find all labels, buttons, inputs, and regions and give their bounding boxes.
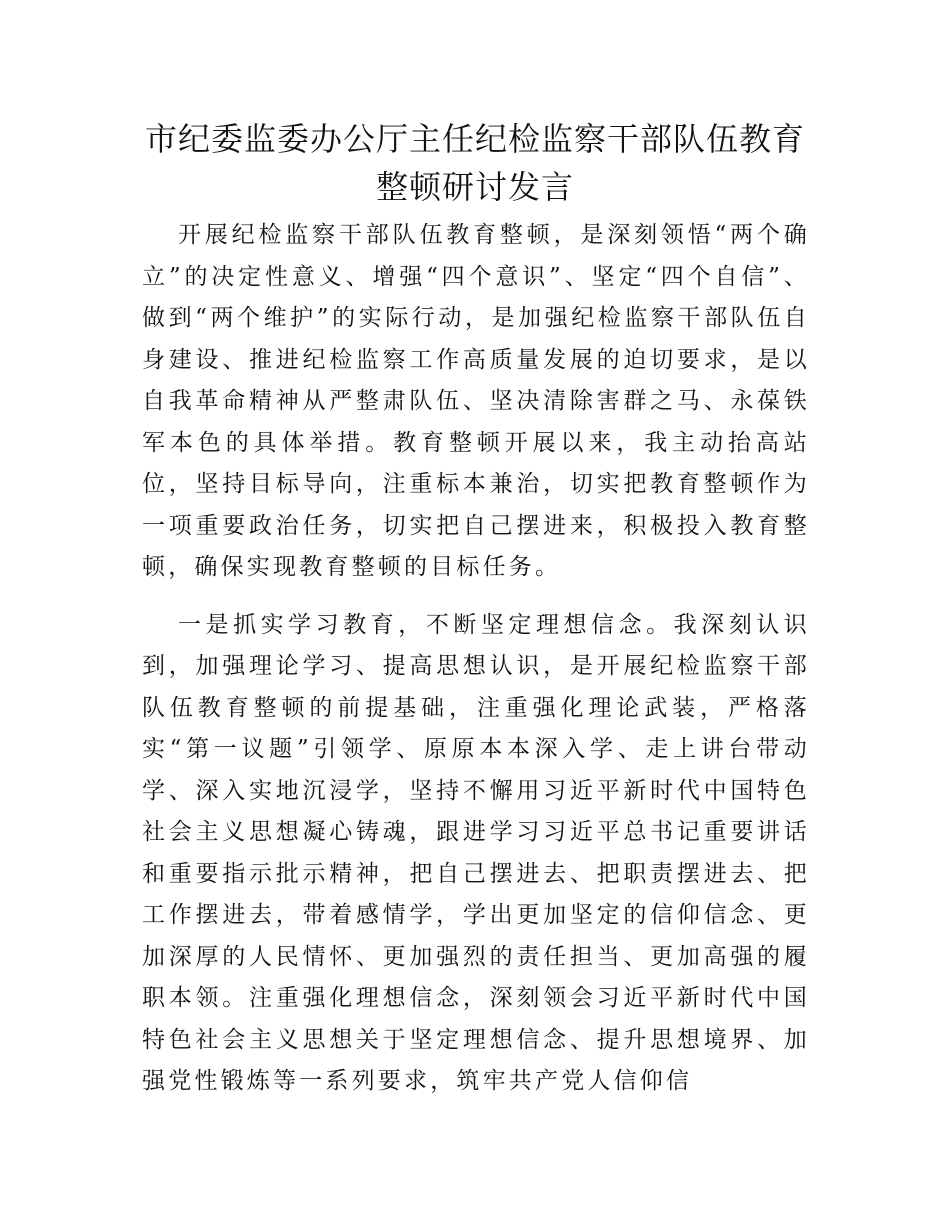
document-title [100,115,850,211]
paragraph-intro: 开展纪检监察干部队伍教育整顿，是深刻领悟“两个确立”的决定性意义、增强“四个意识”、坚定“四个自信”、做到“两个维护”的实际行动，是加强纪检监察干部队伍自身建设、推进纪检监察工作高质量发展的迫切要求，是以自我革命精神从严整肃队伍、坚决清除害群之马、永葆铁军本色的具体举措。教育整顿开展以来，我主动抬高站位，坚持目标导向，注重标本兼治，切实把教育整顿作为一项重要政治任务，切实把自己摆进来，积极投入教育整顿，确保实现教育整顿的目标任务。 [142,222,810,580]
paragraph-study-education: 一是抓实学习教育，不断坚定理想信念。我深刻认识到，加强理论学习、提高思想认识，是开展纪检监察干部队伍教育整顿的前提基础，注重强化理论武装，严格落实“第一议题”引领学、原原本本深入学、走上讲台带动学、深入实地沉浸学，坚持不懈用习近平新时代中国特色社会主义思想凝心铸魂，跟进学习习近平总书记重要讲话和重要指示批示精神，把自己摆进去、把职责摆进去、把工作摆进去，带着感情学，学出更加坚定的信仰信念、更加深厚的人民情怀、更加强烈的责任担当、更加高强的履职本领。注重强化理想信念，深刻领会习近平新时代中国特色社会主义思想关于坚定理想信念、提升思想境界、加强党性锻炼等一系列要求，筑牢共产党人信仰信 [142,611,810,1094]
title-line-2: 整顿研讨发言 [375,168,574,206]
title-line-1: 市纪委监委办公厅主任纪检监察干部队伍教育 [144,120,805,158]
document-body [142,215,810,1103]
